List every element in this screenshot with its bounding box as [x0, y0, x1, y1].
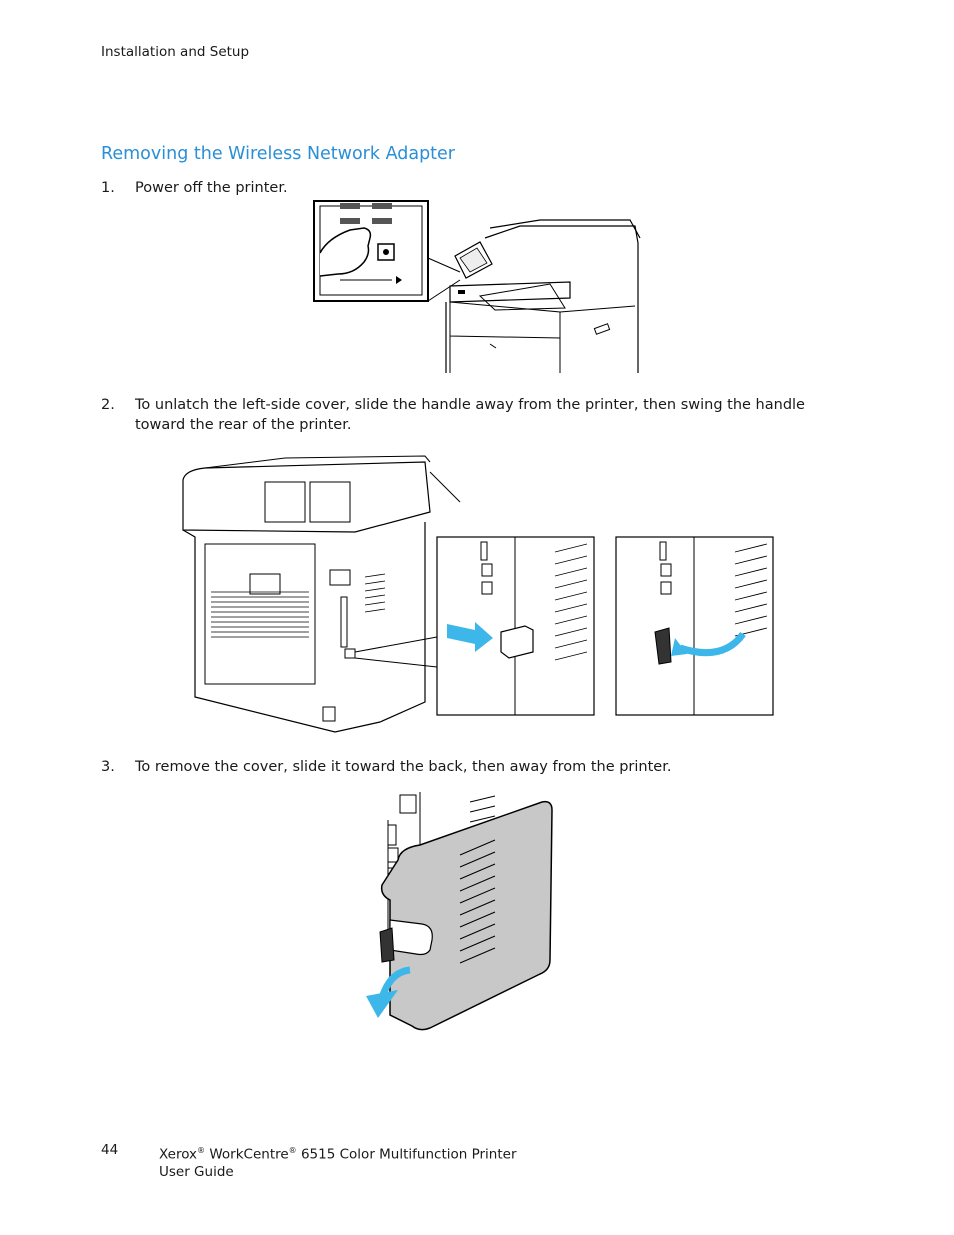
- power-socket-icon: [323, 707, 335, 721]
- registered-mark: ®: [197, 1146, 206, 1155]
- side-cover-icon: [382, 802, 552, 1030]
- product-name: WorkCentre: [209, 1146, 289, 1163]
- power-off-illustration: [310, 198, 650, 378]
- step-text: To unlatch the left-side cover, slide the handle away from the printer, then swing the handle toward the rear of the printer.: [135, 397, 805, 433]
- section-title: Removing the Wireless Network Adapter: [101, 144, 455, 164]
- step-number: 2.: [101, 397, 115, 413]
- footer-doc-title: [159, 1142, 517, 1181]
- latch-handle-icon: [380, 928, 394, 962]
- brand-name: Xerox: [159, 1146, 198, 1163]
- step-number: 3.: [101, 759, 115, 775]
- model-name: 6515 Color Multifunction Printer: [300, 1146, 517, 1163]
- step-number: 1.: [101, 180, 115, 196]
- remove-cover-illustration: [360, 790, 560, 1035]
- step-text: Power off the printer.: [135, 180, 288, 196]
- registered-mark: ®: [288, 1146, 297, 1155]
- page-number: 44: [101, 1142, 119, 1158]
- latch-handle-icon: [501, 626, 533, 658]
- running-header: Installation and Setup: [101, 44, 250, 60]
- unlatch-cover-illustration: [175, 452, 780, 742]
- step-text: To remove the cover, slide it toward the back, then away from the printer.: [135, 759, 672, 775]
- doc-type: User Guide: [159, 1163, 234, 1180]
- vent-grille: [211, 592, 309, 637]
